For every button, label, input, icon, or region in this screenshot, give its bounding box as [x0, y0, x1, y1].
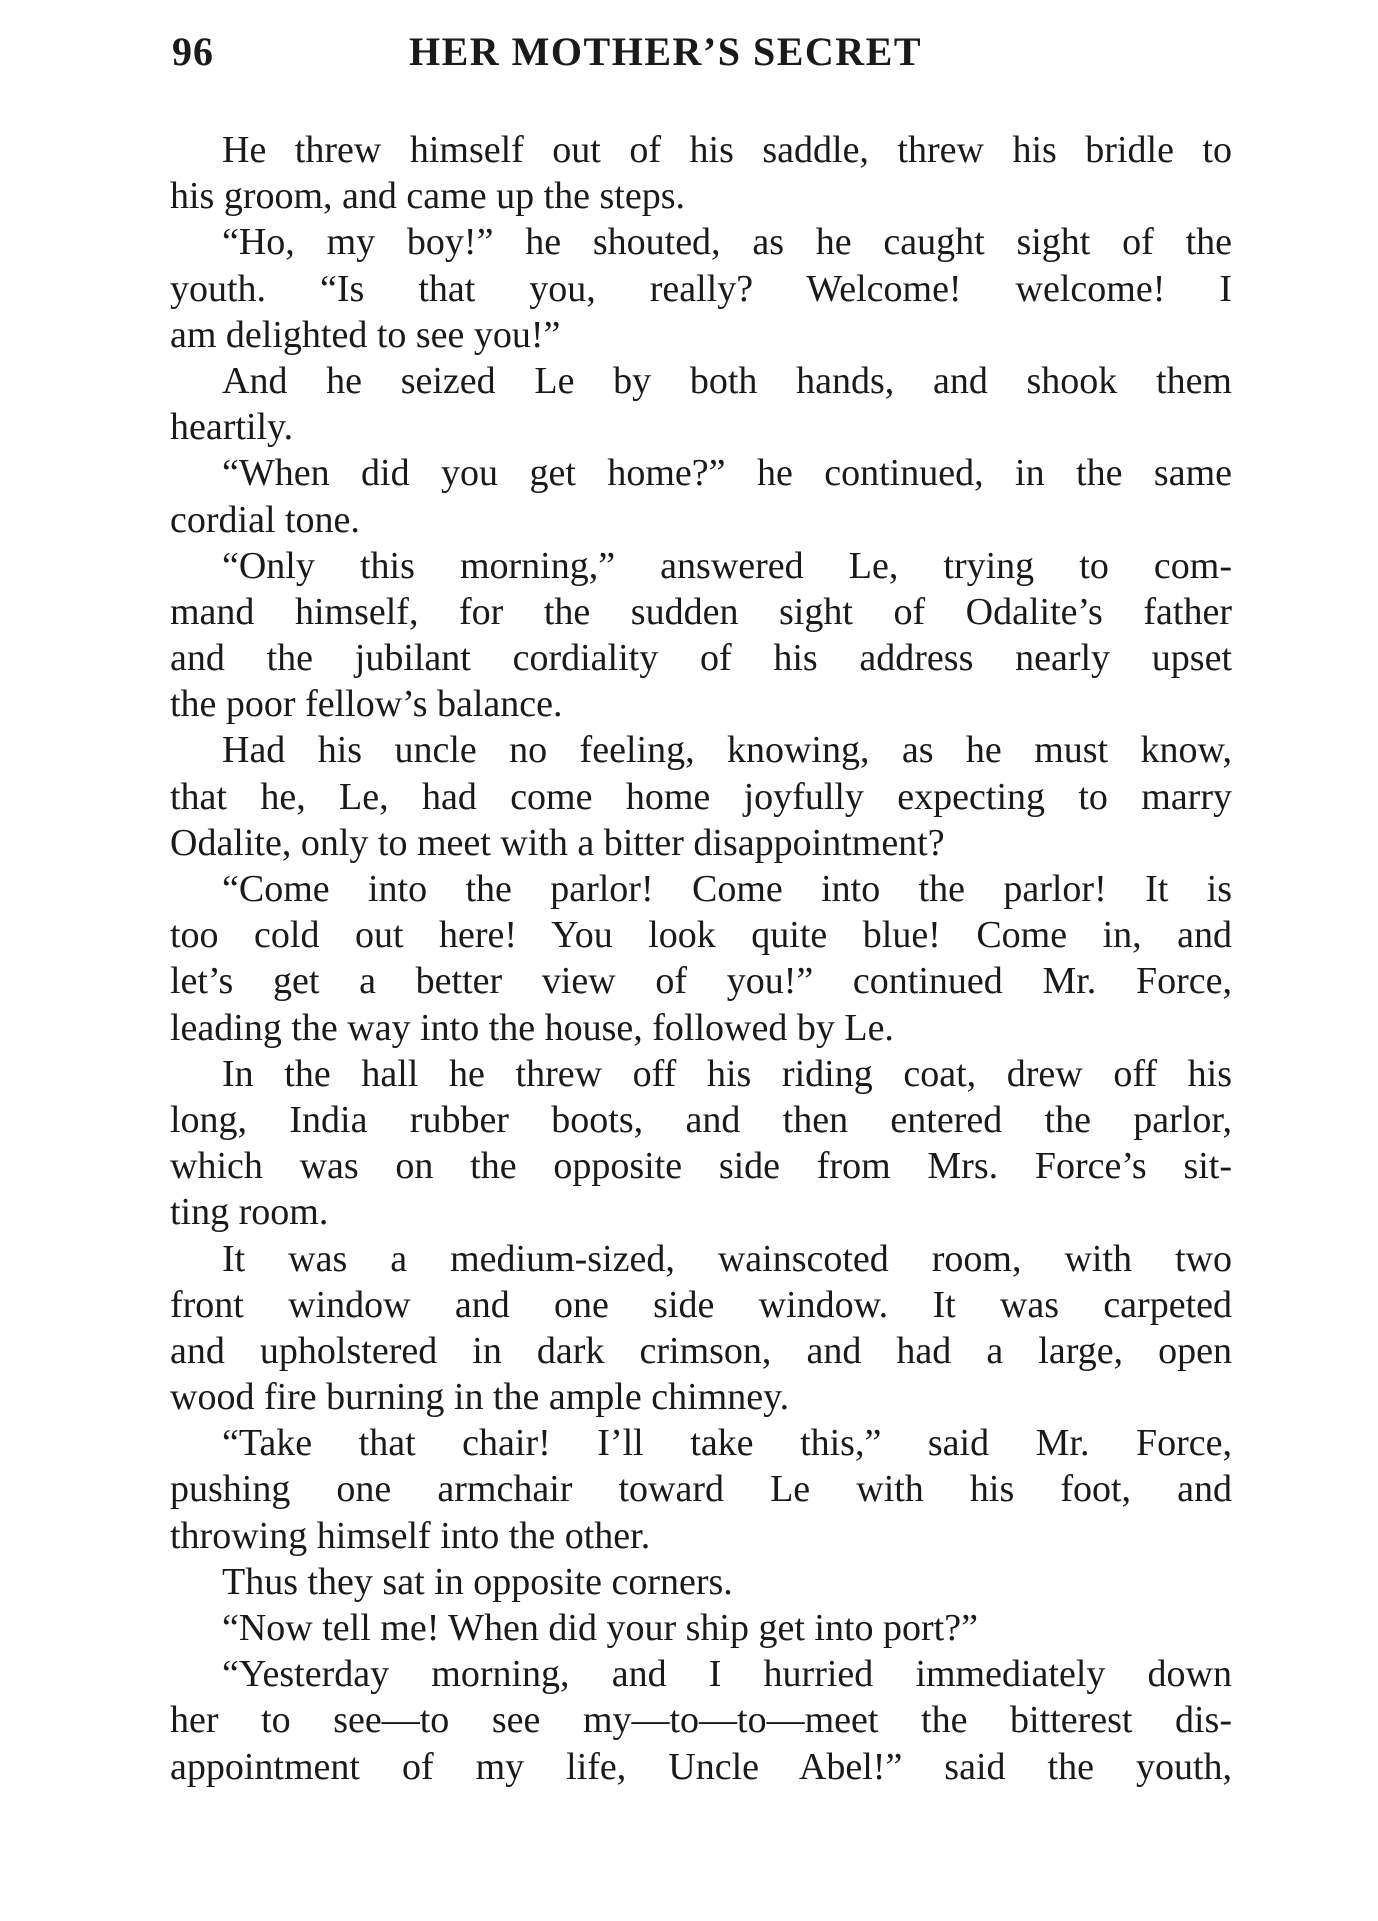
- text-line: heartily.: [170, 406, 294, 449]
- text-line: “Only this morning,” answered Le, trying to com-: [222, 544, 1232, 587]
- text-line: and the jubilant cordiality of his address nearly upset: [170, 637, 1232, 680]
- text-line: cordial tone.: [170, 498, 360, 541]
- text-line: the poor fellow’s balance.: [170, 683, 563, 726]
- text-line: And he seized Le by both hands, and shook them: [222, 359, 1232, 402]
- text-line: Thus they sat in opposite corners.: [222, 1560, 733, 1603]
- text-line: let’s get a better view of you!” continued Mr. Force,: [170, 960, 1232, 1003]
- text-line: mand himself, for the sudden sight of Odalite’s father: [170, 590, 1232, 633]
- text-line: too cold out here! You look quite blue! Come in, and: [170, 914, 1232, 957]
- running-head: [172, 28, 1232, 88]
- text-line: his groom, and came up the steps.: [170, 175, 686, 218]
- text-line: “When did you get home?” he continued, in the same: [222, 452, 1232, 495]
- text-line: pushing one armchair toward Le with his foot, and: [170, 1468, 1232, 1511]
- text-line: youth. “Is that you, really? Welcome! welcome! I: [170, 267, 1232, 310]
- page-number: 96: [172, 29, 214, 74]
- text-line: “Now tell me! When did your ship get into port?”: [222, 1607, 978, 1649]
- text-line: “Yesterday morning, and I hurried immediately down: [222, 1653, 1232, 1696]
- text-line: throwing himself into the other.: [170, 1514, 651, 1557]
- body-text: [170, 127, 1232, 1790]
- text-line: am delighted to see you!”: [170, 313, 561, 356]
- text-line: Had his uncle no feeling, knowing, as he must know,: [222, 729, 1232, 772]
- running-title: HER MOTHER’S SECRET: [409, 29, 923, 74]
- text-line: and upholstered in dark crimson, and had a large, open: [170, 1329, 1232, 1372]
- text-line: It was a medium-sized, wainscoted room, with two: [222, 1237, 1232, 1280]
- text-line: leading the way into the house, followed by Le.: [170, 1006, 894, 1049]
- text-line: He threw himself out of his saddle, threw his bridle to: [222, 129, 1232, 171]
- text-line: Odalite, only to meet with a bitter disappointment?: [170, 821, 945, 864]
- text-line: wood fire burning in the ample chimney.: [170, 1376, 790, 1419]
- text-line: appointment of my life, Uncle Abel!” said the youth,: [170, 1745, 1232, 1788]
- text-line: “Come into the parlor! Come into the parlor! It is: [222, 868, 1232, 910]
- text-line: which was on the opposite side from Mrs. Force’s sit-: [170, 1145, 1232, 1188]
- text-line: front window and one side window. It was carpeted: [170, 1283, 1232, 1326]
- text-line: that he, Le, had come home joyfully expecting to marry: [170, 775, 1232, 818]
- text-line: “Take that chair! I’ll take this,” said Mr. Force,: [222, 1422, 1232, 1465]
- text-line: “Ho, my boy!” he shouted, as he caught sight of the: [222, 221, 1232, 264]
- text-line: ting room.: [170, 1191, 329, 1234]
- text-line: In the hall he threw off his riding coat, drew off his: [222, 1052, 1232, 1095]
- text-line: long, India rubber boots, and then entered the parlor,: [170, 1098, 1232, 1141]
- text-line: her to see—to see my—to—to—meet the bitterest dis-: [170, 1699, 1232, 1742]
